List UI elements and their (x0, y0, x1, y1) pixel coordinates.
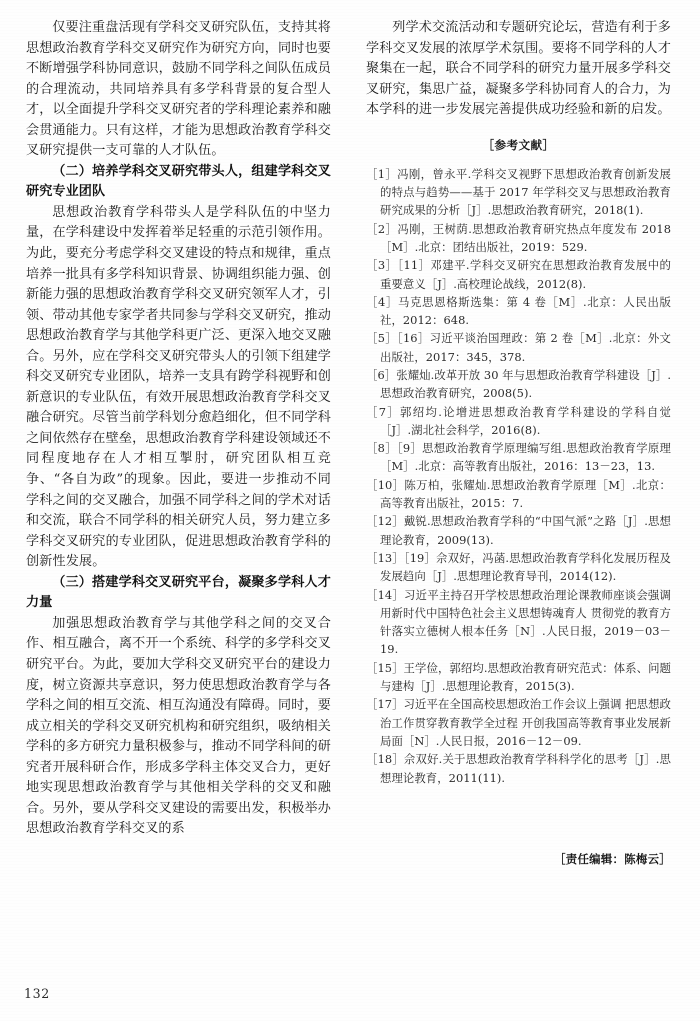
reference-item: ［4］马克思恩格斯选集：第 4 卷［M］.北京：人民出版社，2012：648. (366, 294, 671, 328)
reference-item: ［15］王学俭，郭绍均.思想政治教育研究范式：体系、问题与建构［J］.思想理论教育，2015(3). (366, 660, 671, 694)
reference-item: ［18］佘双好.关于思想政治教育学科科学化的思考［J］.思想理论教育，2011(11). (366, 752, 671, 785)
page-number: 132 (24, 986, 50, 1001)
reference-item: ［5］［16］习近平谈治国理政：第 2 卷［M］.北京：外文出版社，2017：345，378. (366, 331, 671, 364)
reference-item: ［12］戴锐.思想政治教育学科的“中国气派”之路［J］.思想理论教育，2009(13). (366, 514, 671, 547)
references-list (366, 165, 671, 787)
reference-item: ［10］陈万柏，张耀灿.思想政治教育学原理［M］.北京：高等教育出版社，2015：7. (366, 477, 671, 511)
reference-item: ［1］冯刚，曾永平.学科交叉视野下思想政治教育创新发展的特点与趋势——基于 2017 年学科交叉与思想政治教育研究成果的分析［J］.思想政治教育研究，2018(1). (366, 166, 671, 218)
editor-credit-wrap (366, 848, 671, 867)
reference-item: ［6］张耀灿.改革开放 30 年与思想政治教育学科建设［J］.思想政治教育研究，2008(5). (366, 368, 671, 401)
section-two-paragraph: 思想政治教育学科带头人是学科队伍的中坚力量，在学科建设中发挥着举足轻重的示范引领作用。为此，要充分考虑学科交叉建设的特点和规律，重点培养一批具有多学科知识背景、协调组织能力强、创新能力强的思想政治教育学科交叉研究领军人才，引领、带动其他专家学者共同参与学科交叉研究，推动思想政治教育学与其他学科更广泛、更深入地交叉融合。另外，应在学科交叉研究带头人的引领下组建学科交叉研究专业团队，培养一支具有跨学科视野和创新意识的专业队伍，有效开展思想政治教育学科交叉融合研究。尽管当前学科划分愈趋细化，但不同学科之间依然存在壁垒，思想政治教育学科建设领域还不同程度地存在人才相互掣肘，研究团队相互竞争、“各自为政”的现象。因此，要进一步推动不同学科之间的交叉融合，加强不同学科之间的学术对话和交流，联合不同学科的相关研究人员，努力建立多学科交叉研究的专业团队，促进思想政治教育学科的创新性发展。 (26, 204, 331, 570)
two-column-body (0, 18, 700, 918)
reference-item: ［13］［19］佘双好，冯菡.思想政治教育学科化发展历程及发展趋向［J］.思想理论教育导刊，2014(12). (366, 550, 671, 584)
references-spacer (366, 121, 671, 136)
section-heading-three: （三）搭建学科交叉研究平台，凝聚多学科人才力量 (26, 574, 331, 611)
reference-item: ［2］冯刚，王树荫.思想政治教育研究热点年度发布 2018［M］.北京：团结出版社，2019：529. (366, 221, 671, 254)
left-column (26, 18, 331, 840)
reference-item: ［3］［11］邓建平.学科交叉研究在思想政治教育发展中的重要意义［J］.高校理论战线，2012(8). (366, 258, 671, 291)
reference-item: ［7］郭绍均.论增进思想政治教育学科建设的学科自觉［J］.湖北社会科学，2016(8). (366, 404, 671, 437)
reference-item: ［17］习近平在全国高校思想政治工作会议上强调 把思想政治工作贯穿教育教学全过程 开创我国高等教育事业发展新局面［N］.人民日报，2016－12－09. (366, 697, 671, 748)
section-heading-two: （二）培养学科交叉研究带头人，组建学科交叉研究专业团队 (26, 163, 331, 200)
continued-paragraph-right: 列学术交流活动和专题研究论坛，营造有利于多学科交叉发展的浓厚学术氛围。要将不同学科的人才聚集在一起，联合不同学科的研究力量开展多学科交叉研究，集思广益，凝聚多学科协同育人的合力，为本学科的进一步发展完善提供成功经验和新的启发。 (366, 20, 671, 118)
references-heading: ［参考文献］ (482, 137, 555, 152)
right-column (366, 18, 671, 787)
section-three-paragraph: 加强思想政治教育学与其他学科之间的交叉合作、相互融合，离不开一个系统、科学的多学科交叉研究平台。为此，要加大学科交叉研究平台的建设力度，树立资源共享意识，努力使思想政治教育学与各学科之间的相互交流、相互沟通没有障碍。同时，要成立相关的学科交叉研究机构和研究组织，吸纳相关学科的多方研究力量积极参与，推动不同学科间的研究者开展科研合作，形成多学科主体交叉合力，更好地实现思想政治教育学与其他相关学科的交叉和融合。另外，要从学科交叉建设的需要出发，积极举办思想政治教育学科交叉的系 (26, 615, 331, 837)
reference-item: ［8］［9］思想政治教育学原理编写组.思想政治教育学原理［M］.北京：高等教育出版社，2016：13－23，13. (366, 441, 671, 474)
continued-paragraph-left: 仅要注重盘活现有学科交叉研究队伍，支持其将思想政治教育学科交叉研究作为研究方向，同时也要不断增强学科协同意识，鼓励不同学科之间队伍成员的合理流动，共同培养具有多学科背景的复合型人才，以全面提升学科交叉研究者的学科理论素养和融会贯通能力。只有这样，才能为思想政治教育学科交叉研究提供一支可靠的人才队伍。 (26, 20, 331, 159)
references-heading-gap (366, 154, 671, 165)
editor-credit: ［责任编辑：陈梅云］ (554, 852, 671, 866)
reference-item: ［14］习近平主持召开学校思想政治理论课教师座谈会强调 用新时代中国特色社会主义思想铸魂育人 贯彻党的教育方针落实立德树人根本任务［N］.人民日报，2019－03－19. (366, 587, 671, 657)
